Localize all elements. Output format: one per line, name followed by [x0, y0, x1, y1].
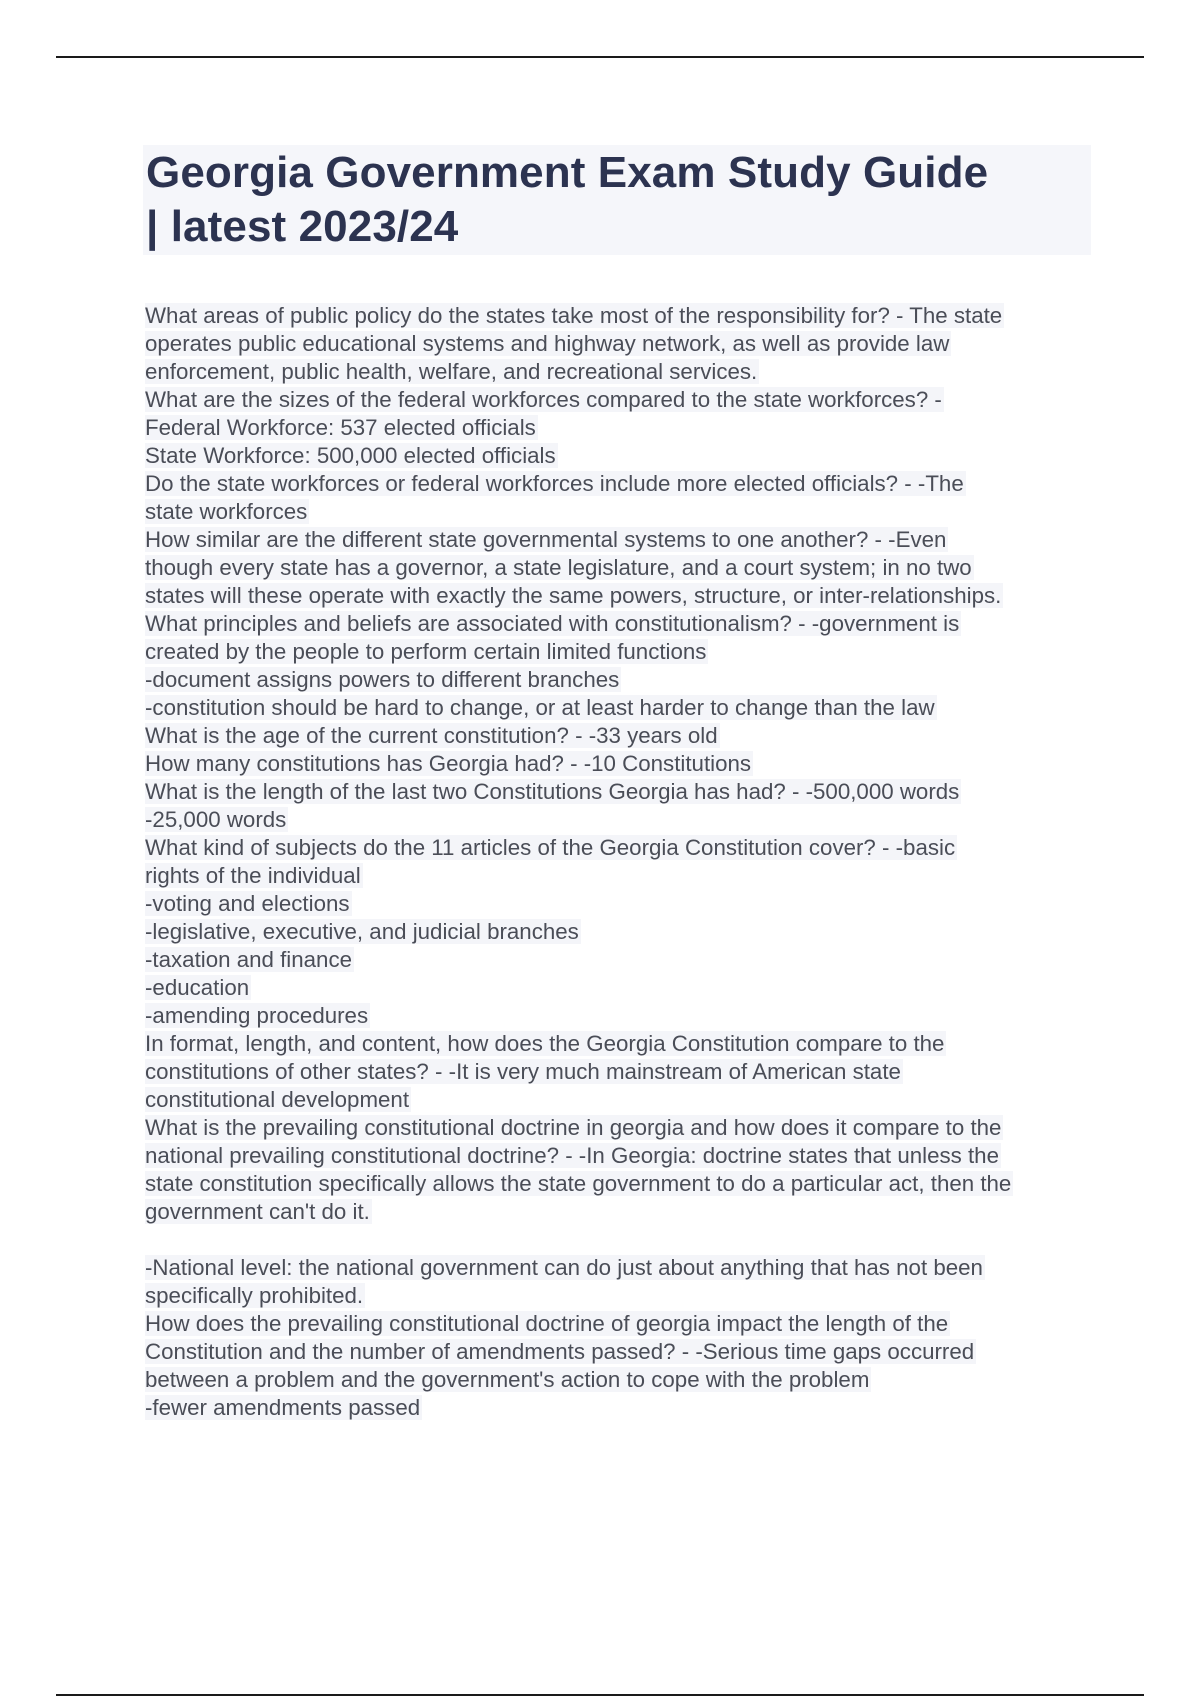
body-line	[145, 834, 1095, 862]
body-line	[145, 1170, 1095, 1198]
body-line	[145, 386, 1095, 414]
body-line-text: What is the prevailing constitutional doctrine in georgia and how does it compare to the	[145, 1115, 1002, 1140]
body-line-text: How does the prevailing constitutional doctrine of georgia impact the length of the	[145, 1311, 949, 1336]
body-line-text: constitutional development	[145, 1087, 410, 1112]
title-line-1: Georgia Government Exam Study Guide	[146, 148, 989, 197]
body-line	[145, 1282, 1095, 1310]
body-line-text: -document assigns powers to different branches	[145, 667, 620, 692]
body-line	[145, 1394, 1095, 1422]
body-line-text: rights of the individual	[145, 863, 361, 888]
body-line	[145, 1002, 1095, 1030]
body-line	[145, 358, 1095, 386]
body-line-text: State Workforce: 500,000 elected officials	[145, 443, 556, 468]
body-line	[145, 330, 1095, 358]
body-line	[145, 806, 1095, 834]
body-line	[145, 778, 1095, 806]
body-line-text: -25,000 words	[145, 807, 287, 832]
body-line-text: -fewer amendments passed	[145, 1395, 421, 1420]
body-line	[145, 498, 1095, 526]
body-line-text: created by the people to perform certain limited functions	[145, 639, 707, 664]
body-line-text: though every state has a governor, a state legislature, and a court system; in no two	[145, 555, 972, 580]
top-divider	[56, 56, 1144, 58]
body-line-text: What is the age of the current constitution? - -33 years old	[145, 723, 718, 748]
body-line-text: -amending procedures	[145, 1003, 369, 1028]
body-line	[145, 582, 1095, 610]
body-line	[145, 554, 1095, 582]
body-line	[145, 1030, 1095, 1058]
body-line-text: What principles and beliefs are associated with constitutionalism? - -government is	[145, 611, 960, 636]
body-line	[145, 1338, 1095, 1366]
body-line	[145, 526, 1095, 554]
title-line-2: | latest 2023/24	[146, 202, 459, 251]
body-line-text: Federal Workforce: 537 elected officials	[145, 415, 536, 440]
body-line	[145, 610, 1095, 638]
body-line	[145, 1366, 1095, 1394]
body-line-text: constitutions of other states? - -It is very much mainstream of American state	[145, 1059, 901, 1084]
body-line-text: How similar are the different state governmental systems to one another? - -Even	[145, 527, 947, 552]
body-line-text: What is the length of the last two Constitutions Georgia has had? - -500,000 words	[145, 779, 960, 804]
body-line	[145, 750, 1095, 778]
body-line-text: -voting and elections	[145, 891, 350, 916]
body-line-text: -legislative, executive, and judicial branches	[145, 919, 579, 944]
body-line-text: enforcement, public health, welfare, and recreational services.	[145, 359, 758, 384]
bottom-divider	[56, 1694, 1144, 1696]
body-line	[145, 1114, 1095, 1142]
body-line	[145, 918, 1095, 946]
body-line-text: How many constitutions has Georgia had? - -10 Constitutions	[145, 751, 752, 776]
body-line	[145, 722, 1095, 750]
body-line	[145, 890, 1095, 918]
body-line-text: government can't do it.	[145, 1199, 370, 1224]
body-line-text: -constitution should be hard to change, or at least harder to change than the law	[145, 695, 935, 720]
body-line-text: states will these operate with exactly the same powers, structure, or inter-relationships.	[145, 583, 1002, 608]
body-line	[145, 946, 1095, 974]
document-title	[146, 146, 1086, 254]
body-line	[145, 1198, 1095, 1226]
body-line	[145, 1226, 1095, 1254]
study-guide-body	[145, 302, 1095, 1422]
body-line	[145, 302, 1095, 330]
body-line-text: -education	[145, 975, 250, 1000]
body-line	[145, 442, 1095, 470]
body-line-text: -National level: the national government can do just about anything that has not been	[145, 1255, 983, 1280]
body-line	[145, 666, 1095, 694]
body-line	[145, 1310, 1095, 1338]
body-line	[145, 1086, 1095, 1114]
body-line	[145, 414, 1095, 442]
body-line	[145, 1254, 1095, 1282]
body-line-text: national prevailing constitutional doctrine? - -In Georgia: doctrine states that unless the	[145, 1143, 999, 1168]
body-line-text: specifically prohibited.	[145, 1283, 364, 1308]
body-line-text: What areas of public policy do the states take most of the responsibility for? - The state	[145, 303, 1003, 328]
body-line-text: What are the sizes of the federal workforces compared to the state workforces? -	[145, 387, 942, 412]
body-line	[145, 1058, 1095, 1086]
body-line-text: operates public educational systems and highway network, as well as provide law	[145, 331, 950, 356]
body-line	[145, 974, 1095, 1002]
body-line-text: state constitution specifically allows the state government to do a particular act, then the	[145, 1171, 1012, 1196]
body-line	[145, 638, 1095, 666]
body-line-text: In format, length, and content, how does the Georgia Constitution compare to the	[145, 1031, 945, 1056]
body-line	[145, 1142, 1095, 1170]
body-line	[145, 862, 1095, 890]
body-line	[145, 694, 1095, 722]
body-line	[145, 470, 1095, 498]
body-line-text: What kind of subjects do the 11 articles of the Georgia Constitution cover? - -basic	[145, 835, 956, 860]
body-line-text: state workforces	[145, 499, 308, 524]
body-line-text: Do the state workforces or federal workforces include more elected officials? - -The	[145, 471, 964, 496]
body-line-text: -taxation and finance	[145, 947, 353, 972]
body-line-text: Constitution and the number of amendments passed? - -Serious time gaps occurred	[145, 1339, 975, 1364]
body-line-text: between a problem and the government's action to cope with the problem	[145, 1367, 870, 1392]
